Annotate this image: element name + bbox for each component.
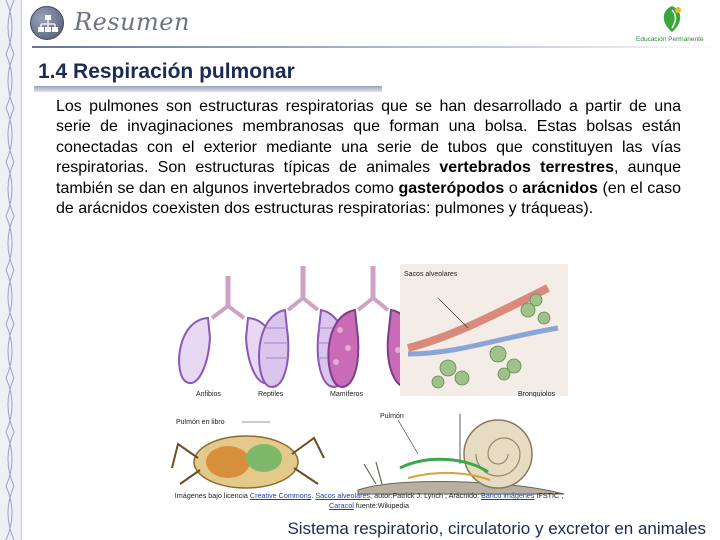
resumen-badge (30, 6, 190, 40)
paragraph-bold-term: vertebrados terrestres (439, 159, 614, 177)
label-reptiles: Reptiles (258, 391, 284, 398)
resumen-title: Resumen (74, 8, 190, 36)
credit-text: Imágenes bajo licencia (174, 491, 250, 500)
spider-book-lung-image (172, 419, 324, 488)
sitemap-icon (30, 6, 64, 40)
sacos-alveolares-link[interactable]: Sacos alveolares (315, 491, 371, 500)
label-pulmon: Pulmón (380, 413, 404, 420)
banco-imagenes-link[interactable]: Banco imágenes (480, 491, 535, 500)
left-decorative-border (0, 0, 22, 540)
alveolar-sacs-image (400, 264, 568, 396)
paragraph-text: o (504, 179, 523, 197)
credit-text: , autor:Patrick J. Lynch ; Arácnido: (370, 491, 481, 500)
body-paragraph (56, 97, 681, 219)
header-divider (32, 46, 720, 48)
paragraph-text: Los pulmones son estructuras respiratorias que se han desarrollado a partir de una serie de invaginaciones membranosas que forman una bolsa. Estas bolsas están conectadas con el exterior mediante una serie de tubos que constituyen las vías respiratorias. Son estructuras típicas de animales (56, 98, 681, 177)
credit-text: fuente:Wikipedia (353, 501, 409, 510)
brand-logo (636, 4, 716, 48)
paragraph-text: (en el caso de arácnidos coexisten dos estructuras respiratorias: pulmones y tráqueas). (56, 179, 681, 218)
leaf-logo-icon (658, 4, 686, 34)
label-sacos-alveolares: Sacos alveolares (404, 271, 458, 278)
label-anfibios: Anfibios (196, 391, 221, 398)
title-underline (34, 86, 382, 92)
caracol-link[interactable]: Caracol (329, 501, 354, 510)
paragraph-bold-term: gasterópodos (398, 179, 505, 197)
label-pulmon-en-libro: Pulmón en libro (176, 419, 225, 426)
brand-text: Educación Permanente (636, 36, 704, 43)
section-title: 1.4 Respiración pulmonar (38, 60, 295, 83)
respiration-illustration (168, 258, 570, 498)
paragraph-bold-term: arácnidos (522, 179, 598, 197)
creative-commons-link[interactable]: Creative Commons (249, 491, 312, 500)
credit-text: IFSTIC ; (534, 491, 564, 500)
credit-text: . (311, 491, 316, 500)
footer-title: Sistema respiratorio, circulatorio y excretor en animales (287, 519, 706, 538)
label-mamiferos: Mamíferos (330, 391, 364, 398)
snail-lung-image (358, 413, 564, 494)
image-credit (172, 491, 566, 511)
header (22, 0, 720, 60)
label-bronquiolos: Bronquiolos (518, 391, 555, 398)
paragraph-text: , aunque también se dan en algunos invertebrados como (56, 159, 682, 197)
